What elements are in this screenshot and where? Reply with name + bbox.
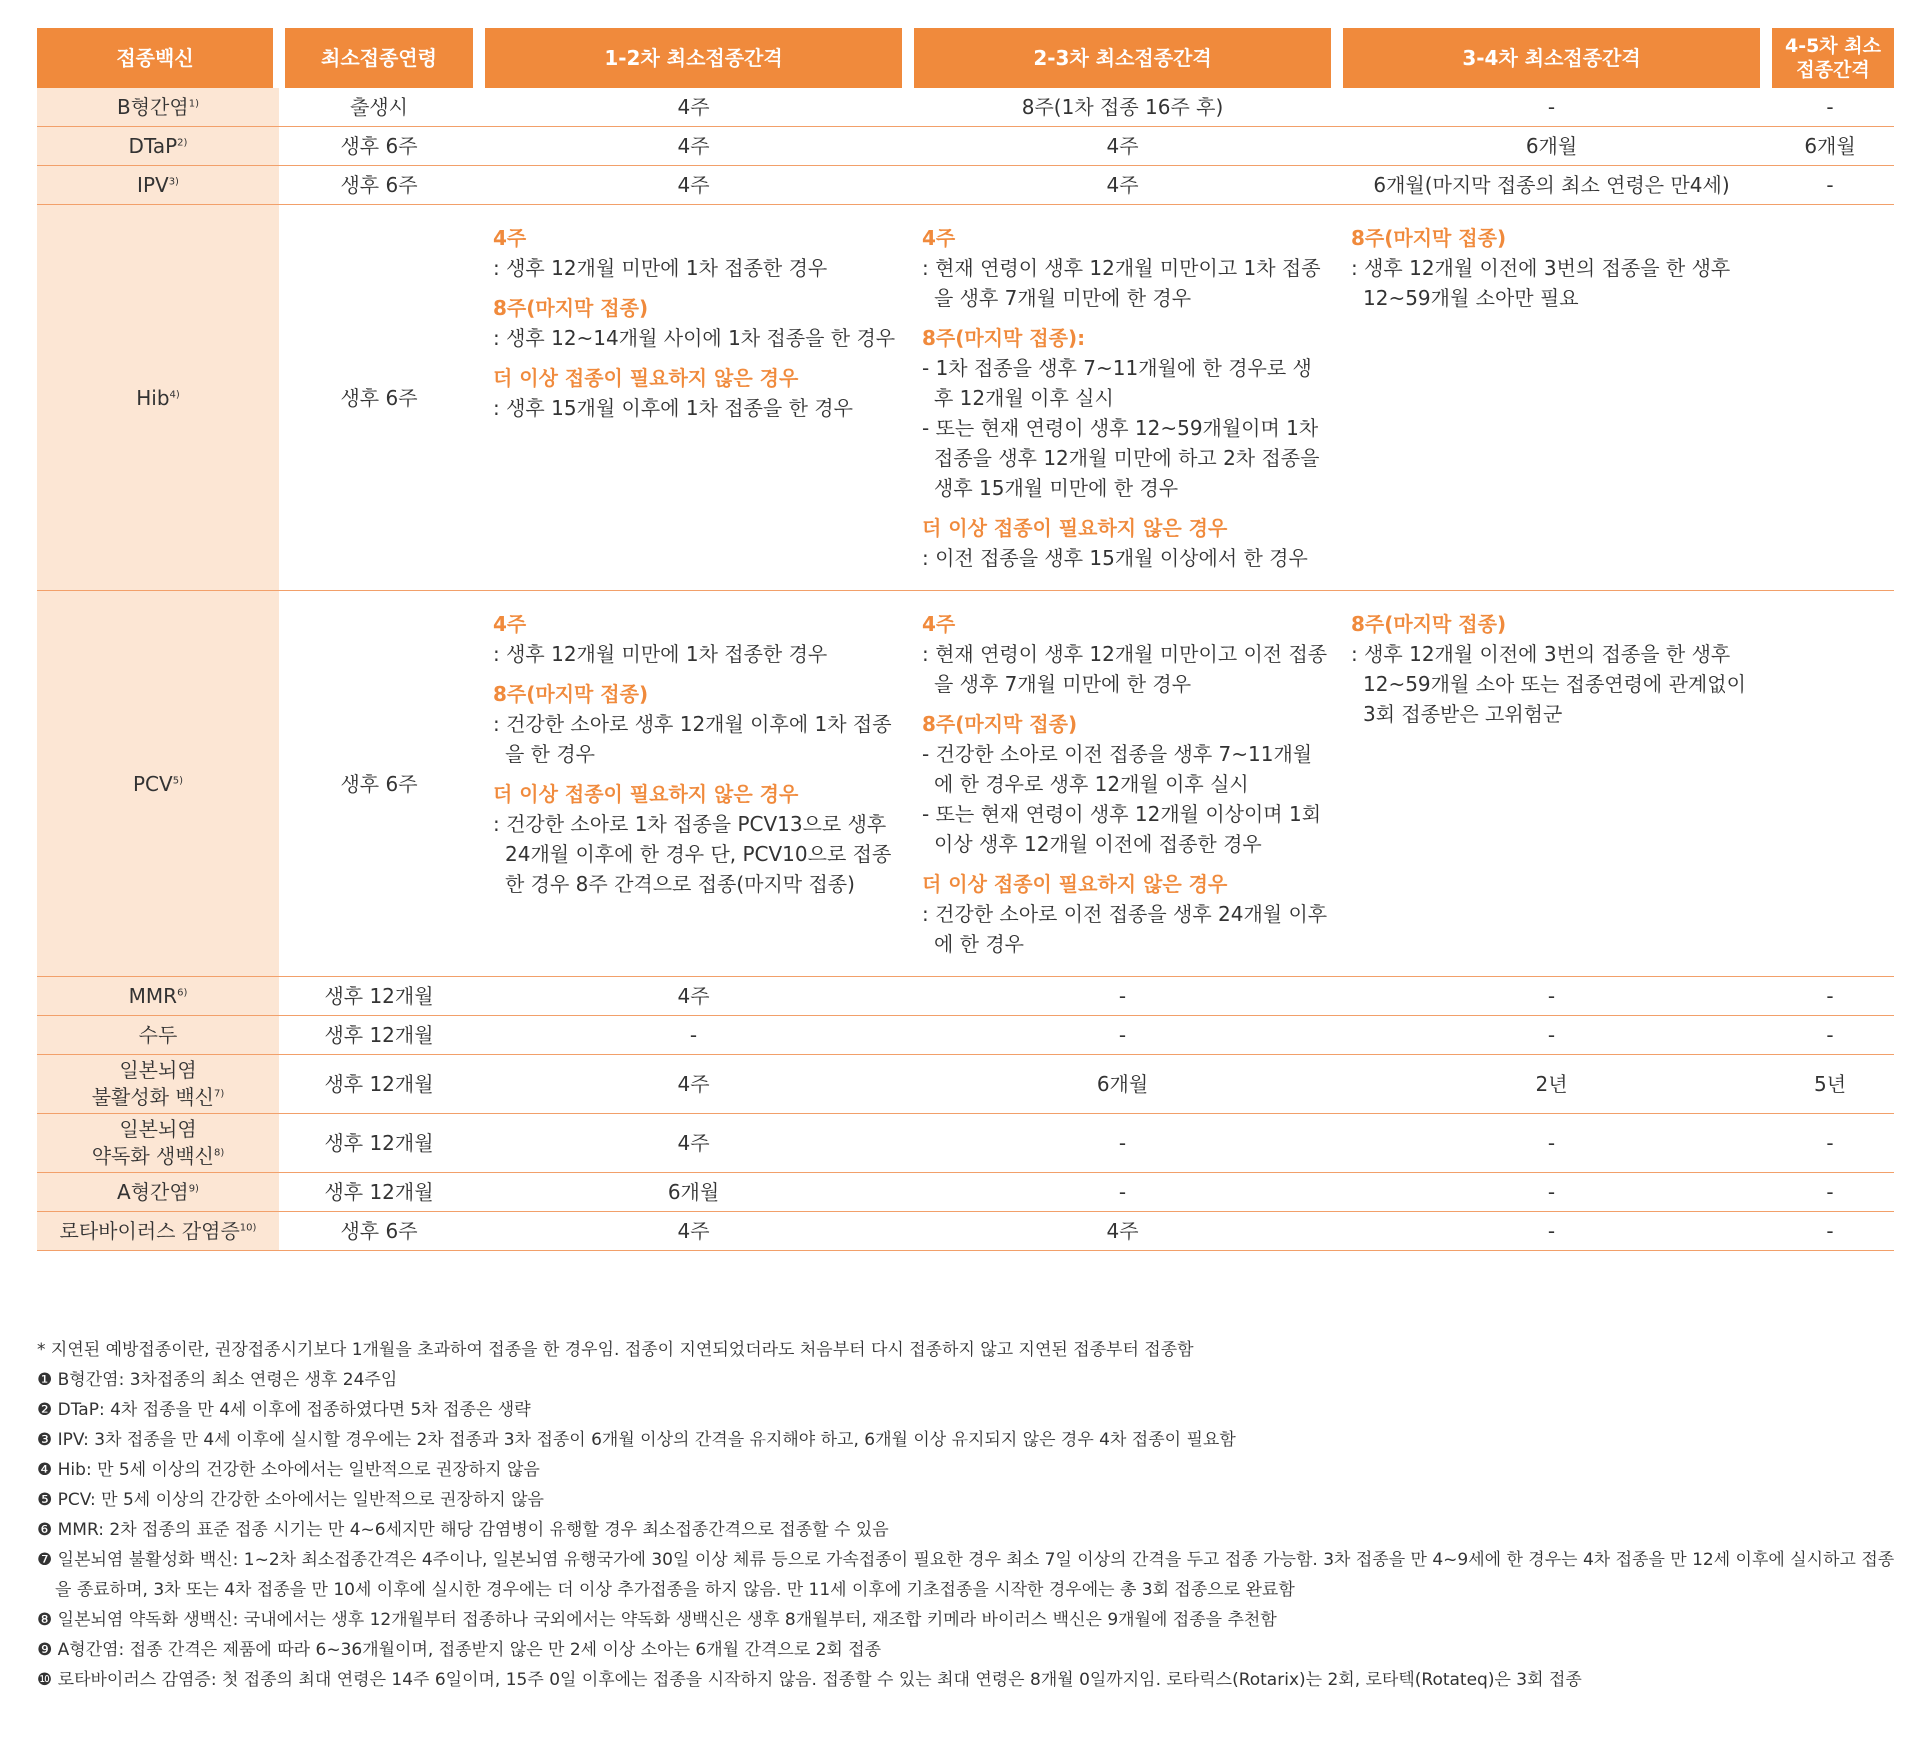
- condition-text: - 또는 현재 연령이 생후 12개월 이상이며 1회 이상 생후 12개월 이전에 접종한 경우: [922, 802, 1322, 856]
- header-interval-2-3: 2-3차 최소접종간격: [908, 28, 1337, 88]
- interval-2-3-cell: 4주: [908, 127, 1337, 166]
- vaccine-name-text: MMR: [128, 984, 178, 1008]
- condition-heading: 4주: [493, 612, 527, 636]
- footnote-item: ❶ B형간염: 3차접종의 최소 연령은 생후 24주임: [37, 1370, 398, 1390]
- header-interval-1-2: 1-2차 최소접종간격: [479, 28, 908, 88]
- vaccine-name: [37, 1212, 279, 1251]
- interval-4-5-cell: 6개월: [1766, 127, 1894, 166]
- vaccine-name-text: 로타바이러스 감염증: [59, 1219, 240, 1243]
- table-row: [37, 166, 1894, 205]
- footnote-ref: 9): [188, 1183, 199, 1195]
- vaccine-name-text: 일본뇌염: [119, 1117, 197, 1141]
- interval-4-5-cell: -: [1766, 88, 1894, 127]
- footnote-ref: 4): [169, 388, 180, 400]
- condition-heading: 8주(마지막 접종): [922, 712, 1078, 736]
- vaccine-name-text: 불활성화 백신: [91, 1085, 214, 1109]
- condition-text: : 생후 12개월 이전에 3번의 접종을 한 생후 12~59개월 소아 또는 접종연령에 관계없이 3회 접종받은 고위험군: [1351, 642, 1746, 726]
- condition-heading: 4주: [493, 226, 527, 250]
- table-row: [37, 1114, 1894, 1173]
- interval-3-4-cell: -: [1337, 1173, 1766, 1212]
- interval-4-5-cell: -: [1766, 1114, 1894, 1173]
- interval-1-2-cell: 4주: [479, 1114, 908, 1173]
- condition-text: : 건강한 소아로 생후 12개월 이후에 1차 접종을 한 경우: [493, 712, 892, 766]
- footnote-ref: 7): [214, 1088, 225, 1100]
- vaccine-interval-table-container: [37, 28, 1894, 1251]
- footnote-ref: 1): [188, 98, 199, 110]
- table-row: [37, 205, 1894, 591]
- footnote-item: ❹ Hib: 만 5세 이상의 건강한 소아에서는 일반적으로 권장하지 않음: [37, 1460, 540, 1480]
- table-header-row: [37, 28, 1894, 88]
- table-row: [37, 1173, 1894, 1212]
- interval-3-4-cell: -: [1337, 1212, 1766, 1251]
- interval-2-3-cell: -: [908, 1173, 1337, 1212]
- condition-text: : 생후 12개월 미만에 1차 접종한 경우: [493, 256, 828, 280]
- footnote-item: ❺ PCV: 만 5세 이상의 간강한 소아에서는 일반적으로 권장하지 않음: [37, 1490, 544, 1510]
- vaccine-name-text: B형간염: [117, 95, 189, 119]
- footnote-ref: 10): [239, 1222, 257, 1234]
- footnote-item: ❿ 로타바이러스 감염증: 첫 접종의 최대 연령은 14주 6일이며, 15주 0일 이후에는 접종을 시작하지 않음. 접종할 수 있는 최대 연령은 8개월 0일까지임. 로타릭스(Rotarix)는 2회, 로타텍(Rotateq)은 3회 접종: [37, 1670, 1582, 1690]
- vaccine-name: [37, 205, 279, 591]
- interval-1-2-cell: 4주: [479, 977, 908, 1016]
- vaccine-interval-table: [37, 28, 1894, 1251]
- min-age-cell: 생후 6주: [279, 1212, 479, 1251]
- condition-heading: 4주: [922, 226, 956, 250]
- interval-4-5-cell: -: [1766, 166, 1894, 205]
- vaccine-name: [37, 1173, 279, 1212]
- footnote-ref: 2): [177, 137, 188, 149]
- table-row: [37, 1016, 1894, 1055]
- vaccine-name: [37, 166, 279, 205]
- vaccine-name-text: 일본뇌염: [119, 1058, 197, 1082]
- interval-2-3-cell: -: [908, 1016, 1337, 1055]
- min-age-cell: 생후 12개월: [279, 1114, 479, 1173]
- interval-3-4-cell: -: [1337, 1016, 1766, 1055]
- footnote-ref: 8): [214, 1147, 225, 1159]
- condition-heading: 더 이상 접종이 필요하지 않은 경우: [922, 872, 1228, 896]
- table-row: [37, 591, 1894, 977]
- condition-text: : 현재 연령이 생후 12개월 미만이고 1차 접종을 생후 7개월 미만에 한 경우: [922, 256, 1321, 310]
- condition-heading: 더 이상 접종이 필요하지 않은 경우: [493, 782, 799, 806]
- footnote-ref: 5): [172, 774, 183, 786]
- condition-heading: 8주(마지막 접종):: [922, 326, 1086, 350]
- table-row: [37, 1212, 1894, 1251]
- interval-1-2-cell: 4주: [479, 1055, 908, 1114]
- footnote-item: ❻ MMR: 2차 접종의 표준 접종 시기는 만 4~6세지만 해당 감염병이 유행할 경우 최소접종간격으로 접종할 수 있음: [37, 1520, 889, 1540]
- vaccine-name: [37, 88, 279, 127]
- interval-3-4-cell: [1337, 591, 1766, 977]
- condition-text: - 건강한 소아로 이전 접종을 생후 7~11개월에 한 경우로 생후 12개월 이후 실시: [922, 742, 1313, 796]
- interval-4-5-cell: -: [1766, 977, 1894, 1016]
- interval-2-3-cell: 8주(1차 접종 16주 후): [908, 88, 1337, 127]
- table-row: [37, 88, 1894, 127]
- interval-2-3-cell: -: [908, 977, 1337, 1016]
- footnote-item: ❸ IPV: 3차 접종을 만 4세 이후에 실시할 경우에는 2차 접종과 3차 접종이 6개월 이상의 간격을 유지해야 하고, 6개월 이상 유지되지 않은 경우 4차 접종이 필요함: [37, 1430, 1236, 1450]
- vaccine-name-text: PCV: [133, 771, 173, 796]
- interval-1-2-cell: [479, 591, 908, 977]
- interval-3-4-cell: 2년: [1337, 1055, 1766, 1114]
- min-age-cell: 생후 12개월: [279, 1016, 479, 1055]
- interval-3-4-cell: -: [1337, 977, 1766, 1016]
- table-row: [37, 127, 1894, 166]
- condition-text: : 생후 12개월 이전에 3번의 접종을 한 생후 12~59개월 소아만 필요: [1351, 256, 1731, 310]
- condition-text: : 생후 12개월 미만에 1차 접종한 경우: [493, 642, 828, 666]
- min-age-cell: 생후 6주: [279, 591, 479, 977]
- interval-3-4-cell: [1337, 205, 1766, 591]
- vaccine-name-text: 수두: [138, 1023, 178, 1047]
- condition-heading: 더 이상 접종이 필요하지 않은 경우: [922, 516, 1228, 540]
- footnote-ref: 6): [177, 987, 188, 999]
- interval-2-3-cell: 4주: [908, 1212, 1337, 1251]
- footnote-item: * 지연된 예방접종이란, 권장접종시기보다 1개월을 초과하여 접종을 한 경우임. 접종이 지연되었더라도 처음부터 다시 접종하지 않고 지연된 접종부터 접종함: [37, 1340, 1194, 1360]
- min-age-cell: 생후 6주: [279, 205, 479, 591]
- header-interval-4-5: 4-5차 최소 접종간격: [1766, 28, 1894, 88]
- interval-2-3-cell: [908, 205, 1337, 591]
- interval-3-4-cell: -: [1337, 1114, 1766, 1173]
- vaccine-name-text: A형간염: [117, 1180, 189, 1204]
- vaccine-name: [37, 1055, 279, 1114]
- footnote-item: ❾ A형간염: 접종 간격은 제품에 따라 6~36개월이며, 접종받지 않은 만 2세 이상 소아는 6개월 간격으로 2회 접종: [37, 1640, 882, 1660]
- min-age-cell: 출생시: [279, 88, 479, 127]
- condition-text: : 생후 12~14개월 사이에 1차 접종을 한 경우: [493, 326, 896, 350]
- footnote-ref: 3): [168, 176, 179, 188]
- interval-4-5-cell: [1766, 591, 1894, 977]
- condition-heading: 8주(마지막 접종): [493, 682, 649, 706]
- condition-text: : 생후 15개월 이후에 1차 접종을 한 경우: [493, 396, 853, 420]
- footnote-item: ❼ 일본뇌염 불활성화 백신: 1~2차 최소접종간격은 4주이나, 일본뇌염 유행국가에 30일 이상 체류 등으로 가속접종이 필요한 경우 최소 7일 이상의 간격을 두고 접종 가능함. 3차 접종을 만 4~9세에 한 경우는 4차 접종을 만 12세 이후에 실시하고 접종을 종료하며, 3차 또는 4차 접종을 만 10세 이후에 실시한 경우에는 더 이상 추가접종을 하지 않음. 만 11세 이후에 기초접종을 시작한 경우에는 총 3회 접종으로 완료함: [37, 1550, 1895, 1600]
- condition-heading: 8주(마지막 접종): [1351, 226, 1507, 250]
- vaccine-name: [37, 977, 279, 1016]
- vaccine-name-text: DTaP: [128, 134, 178, 158]
- min-age-cell: 생후 12개월: [279, 977, 479, 1016]
- min-age-cell: 생후 12개월: [279, 1055, 479, 1114]
- vaccine-name: [37, 127, 279, 166]
- min-age-cell: 생후 12개월: [279, 1173, 479, 1212]
- interval-4-5-cell: -: [1766, 1016, 1894, 1055]
- header-vaccine: 접종백신: [37, 28, 279, 88]
- condition-heading: 더 이상 접종이 필요하지 않은 경우: [493, 366, 799, 390]
- interval-3-4-cell: -: [1337, 88, 1766, 127]
- condition-text: - 또는 현재 연령이 생후 12~59개월이며 1차 접종을 생후 12개월 미만에 하고 2차 접종을 생후 15개월 미만에 한 경우: [922, 416, 1320, 500]
- interval-2-3-cell: 4주: [908, 166, 1337, 205]
- footnotes: [37, 1335, 1897, 1695]
- condition-text: : 건강한 소아로 1차 접종을 PCV13으로 생후 24개월 이후에 한 경우 단, PCV10으로 접종한 경우 8주 간격으로 접종(마지막 접종): [493, 812, 892, 896]
- interval-4-5-cell: -: [1766, 1212, 1894, 1251]
- interval-4-5-cell: [1766, 205, 1894, 591]
- interval-2-3-cell: -: [908, 1114, 1337, 1173]
- interval-1-2-cell: 4주: [479, 88, 908, 127]
- header-interval-3-4: 3-4차 최소접종간격: [1337, 28, 1766, 88]
- vaccine-name: [37, 1114, 279, 1173]
- interval-1-2-cell: -: [479, 1016, 908, 1055]
- interval-1-2-cell: [479, 205, 908, 591]
- min-age-cell: 생후 6주: [279, 166, 479, 205]
- interval-2-3-cell: 6개월: [908, 1055, 1337, 1114]
- header-min-age: 최소접종연령: [279, 28, 479, 88]
- interval-1-2-cell: 6개월: [479, 1173, 908, 1212]
- table-row: [37, 977, 1894, 1016]
- condition-text: - 1차 접종을 생후 7~11개월에 한 경우로 생후 12개월 이후 실시: [922, 356, 1312, 410]
- interval-1-2-cell: 4주: [479, 127, 908, 166]
- footnote-item: ❽ 일본뇌염 약독화 생백신: 국내에서는 생후 12개월부터 접종하나 국외에서는 약독화 생백신은 생후 8개월부터, 재조합 키메라 바이러스 백신은 9개월에 접종을 추천함: [37, 1610, 1277, 1630]
- min-age-cell: 생후 6주: [279, 127, 479, 166]
- footnote-item: ❷ DTaP: 4차 접종을 만 4세 이후에 접종하였다면 5차 접종은 생략: [37, 1400, 531, 1420]
- interval-3-4-cell: 6개월: [1337, 127, 1766, 166]
- interval-1-2-cell: 4주: [479, 1212, 908, 1251]
- vaccine-name-text: IPV: [137, 173, 169, 197]
- vaccine-name: [37, 591, 279, 977]
- condition-text: : 건강한 소아로 이전 접종을 생후 24개월 이후에 한 경우: [922, 902, 1328, 956]
- vaccine-name-text: Hib: [136, 385, 170, 410]
- vaccine-name-text: 약독화 생백신: [91, 1144, 214, 1168]
- interval-4-5-cell: 5년: [1766, 1055, 1894, 1114]
- interval-1-2-cell: 4주: [479, 166, 908, 205]
- vaccine-name: [37, 1016, 279, 1055]
- condition-text: : 현재 연령이 생후 12개월 미만이고 이전 접종을 생후 7개월 미만에 한 경우: [922, 642, 1328, 696]
- interval-4-5-cell: -: [1766, 1173, 1894, 1212]
- condition-heading: 8주(마지막 접종): [1351, 612, 1507, 636]
- table-row: [37, 1055, 1894, 1114]
- interval-3-4-cell: 6개월(마지막 접종의 최소 연령은 만4세): [1337, 166, 1766, 205]
- condition-heading: 4주: [922, 612, 956, 636]
- condition-text: : 이전 접종을 생후 15개월 이상에서 한 경우: [922, 546, 1308, 570]
- interval-2-3-cell: [908, 591, 1337, 977]
- condition-heading: 8주(마지막 접종): [493, 296, 649, 320]
